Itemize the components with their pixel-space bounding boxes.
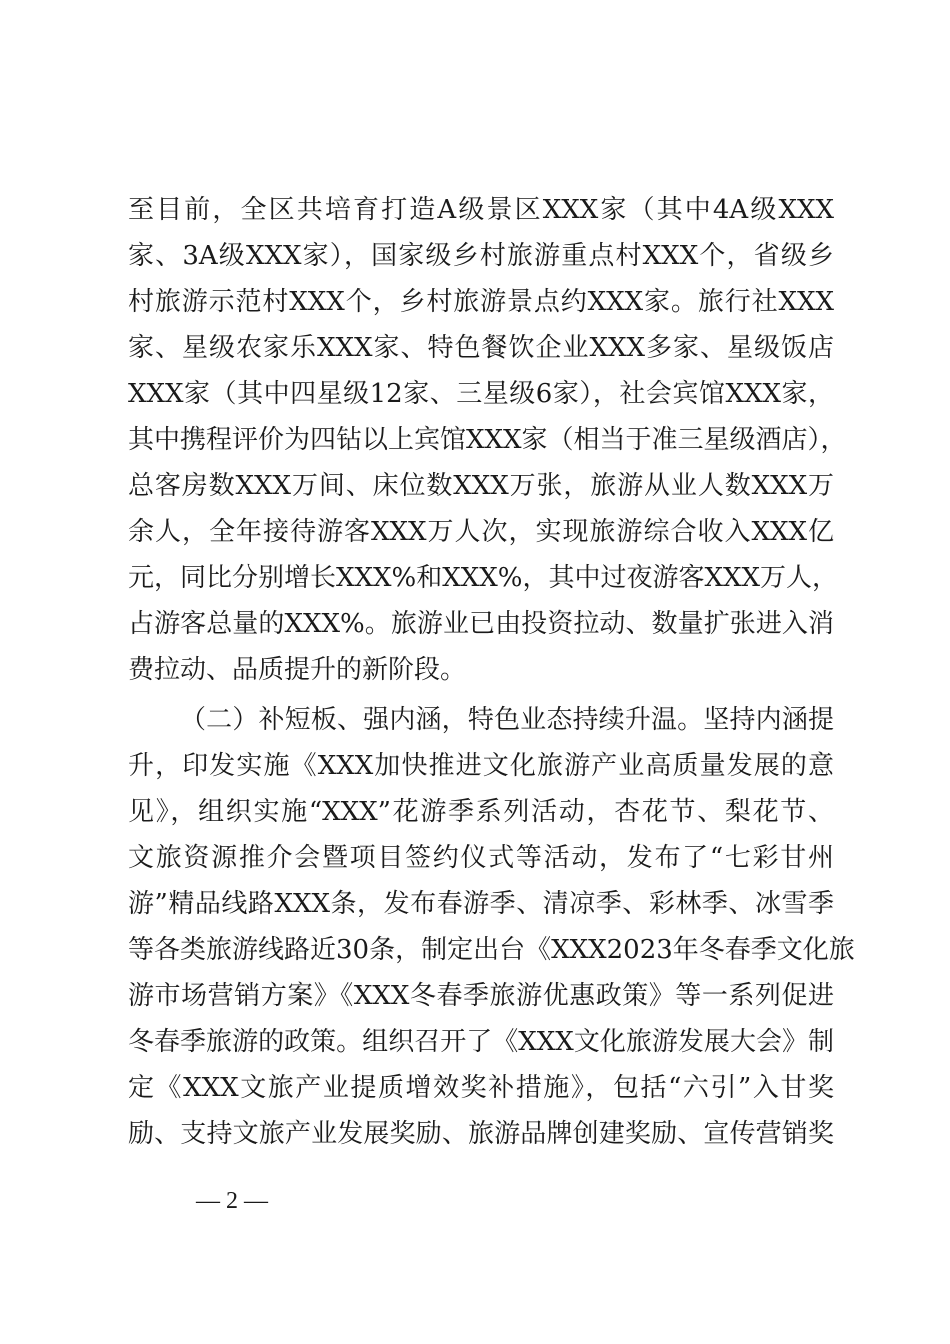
body-text-line: 占游客总量的XXX%。旅游业已由投资拉动、数量扩张进入消: [128, 609, 834, 639]
body-text-line: 冬春季旅游的政策。组织召开了《XXX文化旅游发展大会》制: [128, 1027, 834, 1057]
body-text-line: 至目前，全区共培育打造A级景区XXX家（其中4A级XXX: [128, 195, 834, 225]
body-text-line: 元，同比分别增长XXX%和XXX%，其中过夜游客XXX万人，: [128, 563, 838, 593]
section-heading-line: （二）补短板、强内涵，特色业态持续升温。坚持内涵提: [180, 705, 834, 735]
body-text-line: 其中携程评价为四钻以上宾馆XXX家（相当于准三星级酒店），: [128, 425, 847, 455]
body-text-line: 励、支持文旅产业发展奖励、旅游品牌创建奖励、宣传营销奖: [128, 1119, 834, 1149]
body-text-line: XXX家（其中四星级12家、三星级6家），社会宾馆XXX家，: [128, 379, 834, 409]
body-text-line: 村旅游示范村XXX个，乡村旅游景点约XXX家。旅行社XXX: [128, 287, 834, 317]
body-text-line: 等各类旅游线路近30条，制定出台《XXX2023年冬春季文化旅: [128, 935, 855, 965]
body-text-line: 升，印发实施《XXX加快推进文化旅游产业高质量发展的意: [128, 751, 834, 781]
body-text-line: 游”精品线路XXX条，发布春游季、清凉季、彩林季、冰雪季: [128, 889, 834, 919]
body-text-line: 家、3A级XXX家），国家级乡村旅游重点村XXX个，省级乡: [128, 241, 834, 271]
body-text-line: 总客房数XXX万间、床位数XXX万张，旅游从业人数XXX万: [128, 471, 834, 501]
body-text-line: 游市场营销方案》《XXX冬春季旅游优惠政策》等一系列促进: [128, 981, 834, 1011]
body-text-line: 余人，全年接待游客XXX万人次，实现旅游综合收入XXX亿: [128, 517, 834, 547]
body-text-line: 费拉动、品质提升的新阶段。: [128, 655, 467, 685]
page-number: — 2 —: [196, 1188, 268, 1214]
body-text-line: 见》，组织实施“XXX”花游季系列活动，杏花节、梨花节、: [128, 797, 834, 827]
body-text-line: 家、星级农家乐XXX家、特色餐饮企业XXX多家、星级饭店: [128, 333, 834, 363]
body-text-line: 定《XXX文旅产业提质增效奖补措施》，包括“六引”入甘奖: [128, 1073, 834, 1103]
body-text-line: 文旅资源推介会暨项目签约仪式等活动，发布了“七彩甘州: [128, 843, 834, 873]
